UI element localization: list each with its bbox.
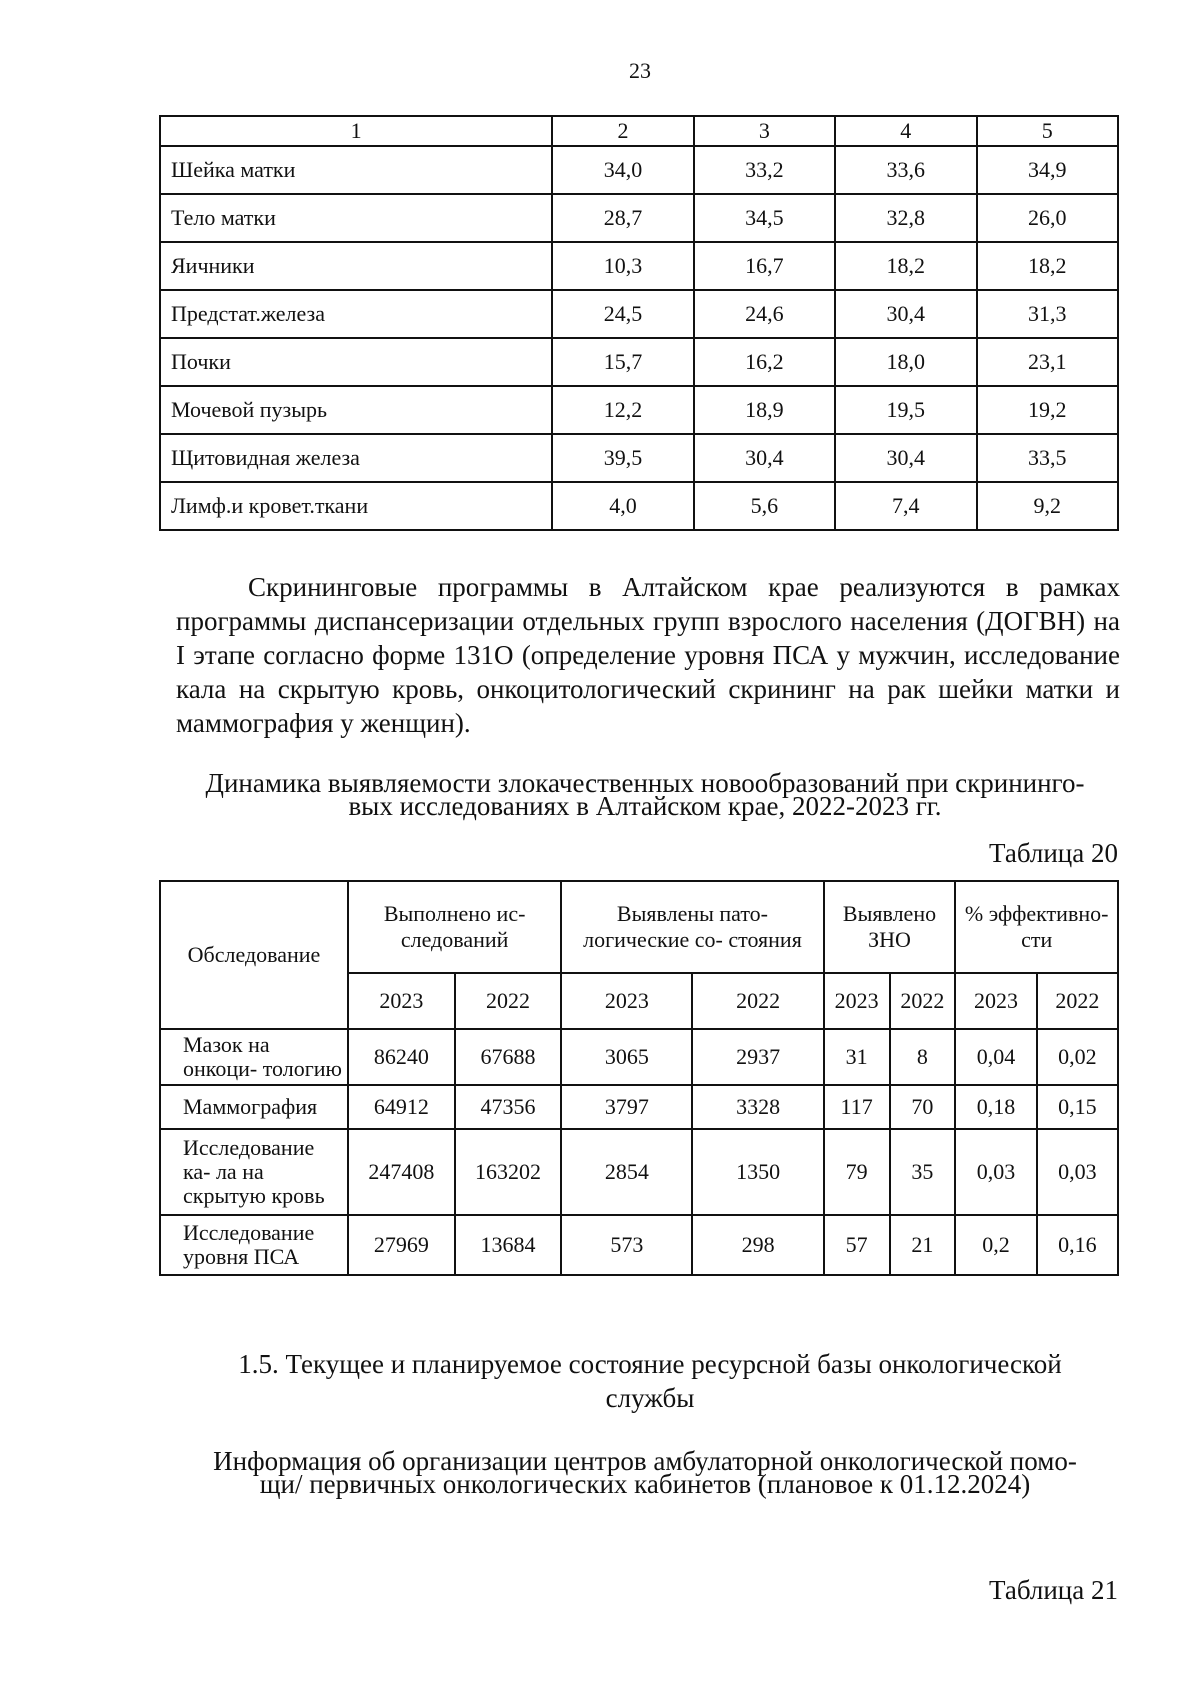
row-label: Почки: [160, 338, 552, 386]
year-header: 2022: [1037, 973, 1118, 1029]
table-cell: 27969: [348, 1215, 455, 1275]
table-row: [160, 338, 1118, 386]
table-cell: 5,6: [694, 482, 835, 530]
table-cell: 18,9: [694, 386, 835, 434]
table-cell: 15,7: [552, 338, 693, 386]
table-cell: 573: [561, 1215, 692, 1275]
table-row: [160, 242, 1118, 290]
page-number: 23: [629, 58, 651, 83]
table-row: [160, 290, 1118, 338]
table-cell: 34,5: [694, 194, 835, 242]
table-cell: 34,0: [552, 146, 693, 194]
year-header: 2023: [955, 973, 1036, 1029]
table-cell: 30,4: [694, 434, 835, 482]
year-header: 2022: [692, 973, 823, 1029]
table-cell: 0,16: [1037, 1215, 1118, 1275]
caption-line: щи/ первичных онкологических кабинетов (плановое к 01.12.2024): [259, 1469, 1031, 1499]
table-body: [160, 146, 1118, 530]
table-cell: 0,18: [955, 1085, 1036, 1129]
table-cell: 0,04: [955, 1029, 1036, 1085]
col-header: 4: [835, 116, 976, 146]
table20-label: Таблица 20: [989, 838, 1118, 868]
table-cell: 18,2: [977, 242, 1118, 290]
table-cell: 0,15: [1037, 1085, 1118, 1129]
table-row: [160, 1029, 1118, 1085]
section-title-line: службы: [605, 1383, 695, 1413]
table-header-row: [160, 116, 1118, 146]
col-header-group: Выявлено ЗНО: [824, 881, 956, 973]
table-cell: 47356: [455, 1085, 562, 1129]
table-cell: 23,1: [977, 338, 1118, 386]
table-cell: 0,2: [955, 1215, 1036, 1275]
table-cell: 19,2: [977, 386, 1118, 434]
col-header: 2: [552, 116, 693, 146]
caption-line: вых исследованиях в Алтайском крае, 2022-2023 гг.: [348, 791, 942, 821]
table-cell: 18,2: [835, 242, 976, 290]
table-cell: 0,03: [1037, 1129, 1118, 1215]
col-header-exam: Обследование: [160, 881, 348, 1029]
table-row: [160, 1215, 1118, 1275]
table-header-row: [160, 881, 1118, 973]
caption-line: Динамика выявляемости злокачественных новообразований при скрининго-: [205, 768, 1085, 798]
row-label: Тело матки: [160, 194, 552, 242]
table-cell: 10,3: [552, 242, 693, 290]
table-cell: 117: [824, 1085, 890, 1129]
row-label: Лимф.и кровет.ткани: [160, 482, 552, 530]
table-cell: 30,4: [835, 434, 976, 482]
table-cell: 3065: [561, 1029, 692, 1085]
table-cell: 26,0: [977, 194, 1118, 242]
caption-line: Информация об организации центров амбулаторной онкологической помо-: [213, 1446, 1077, 1476]
table-cell: 298: [692, 1215, 823, 1275]
screening-table: [159, 880, 1119, 1276]
table-cell: 31: [824, 1029, 890, 1085]
table-row: [160, 386, 1118, 434]
table-cell: 57: [824, 1215, 890, 1275]
table-cell: 30,4: [835, 290, 976, 338]
table-cell: 33,6: [835, 146, 976, 194]
table-cell: 33,2: [694, 146, 835, 194]
table-cell: 19,5: [835, 386, 976, 434]
table-cell: 7,4: [835, 482, 976, 530]
table-cell: 16,7: [694, 242, 835, 290]
row-label: Яичники: [160, 242, 552, 290]
table-cell: 2937: [692, 1029, 823, 1085]
row-label: Мочевой пузырь: [160, 386, 552, 434]
table-cell: 67688: [455, 1029, 562, 1085]
row-label: Маммография: [160, 1085, 348, 1129]
row-label: Шейка матки: [160, 146, 552, 194]
col-header-group: % эффективно- сти: [955, 881, 1118, 973]
table-cell: 39,5: [552, 434, 693, 482]
table-cell: 21: [890, 1215, 956, 1275]
incidence-table: [159, 115, 1119, 531]
table-cell: 1350: [692, 1129, 823, 1215]
table-cell: 32,8: [835, 194, 976, 242]
table-cell: 2854: [561, 1129, 692, 1215]
year-header: 2023: [348, 973, 455, 1029]
table-row: [160, 434, 1118, 482]
table-cell: 3797: [561, 1085, 692, 1129]
table-cell: 34,9: [977, 146, 1118, 194]
table-cell: 3328: [692, 1085, 823, 1129]
table-cell: 24,5: [552, 290, 693, 338]
table-cell: 18,0: [835, 338, 976, 386]
table-row: [160, 194, 1118, 242]
table-cell: 24,6: [694, 290, 835, 338]
col-header-group: Выполнено ис- следований: [348, 881, 561, 973]
screening-paragraph: Скрининговые программы в Алтайском крае реализуются в рамках программы диспансеризации отдельных групп взрослого населения (ДОГВН) на I этапе согласно форме 131О (определение уровня ПСА у мужчин, исследование кала на скрытую кровь, онкоцитологический скрининг на рак шейки матки и маммография у женщин).: [176, 572, 1120, 738]
table-cell: 35: [890, 1129, 956, 1215]
table-row: [160, 1085, 1118, 1129]
row-label: Исследование ка- ла на скрытую кровь: [160, 1129, 348, 1215]
table-body: [160, 1029, 1118, 1275]
table-cell: 70: [890, 1085, 956, 1129]
col-header-group: Выявлены пато- логические со- стояния: [561, 881, 823, 973]
row-label: Мазок на онкоци- тологию: [160, 1029, 348, 1085]
table-cell: 86240: [348, 1029, 455, 1085]
row-label: Щитовидная железа: [160, 434, 552, 482]
table-cell: 8: [890, 1029, 956, 1085]
table-cell: 247408: [348, 1129, 455, 1215]
table-row: [160, 482, 1118, 530]
table21-label: Таблица 21: [989, 1575, 1118, 1605]
year-header: 2022: [455, 973, 562, 1029]
col-header: 5: [977, 116, 1118, 146]
row-label: Предстат.железа: [160, 290, 552, 338]
table-cell: 9,2: [977, 482, 1118, 530]
table-cell: 33,5: [977, 434, 1118, 482]
year-header: 2023: [824, 973, 890, 1029]
table-cell: 31,3: [977, 290, 1118, 338]
table-cell: 12,2: [552, 386, 693, 434]
table-cell: 16,2: [694, 338, 835, 386]
table-row: [160, 1129, 1118, 1215]
section-title-line: 1.5. Текущее и планируемое состояние ресурсной базы онкологической: [238, 1349, 1062, 1379]
table-cell: 0,03: [955, 1129, 1036, 1215]
table-cell: 28,7: [552, 194, 693, 242]
table-cell: 13684: [455, 1215, 562, 1275]
year-header: 2022: [890, 973, 956, 1029]
table-row: [160, 146, 1118, 194]
year-header: 2023: [561, 973, 692, 1029]
table-cell: 163202: [455, 1129, 562, 1215]
table-cell: 64912: [348, 1085, 455, 1129]
col-header: 3: [694, 116, 835, 146]
table-cell: 4,0: [552, 482, 693, 530]
table-cell: 0,02: [1037, 1029, 1118, 1085]
col-header: 1: [160, 116, 552, 146]
row-label: Исследование уровня ПСА: [160, 1215, 348, 1275]
table-cell: 79: [824, 1129, 890, 1215]
